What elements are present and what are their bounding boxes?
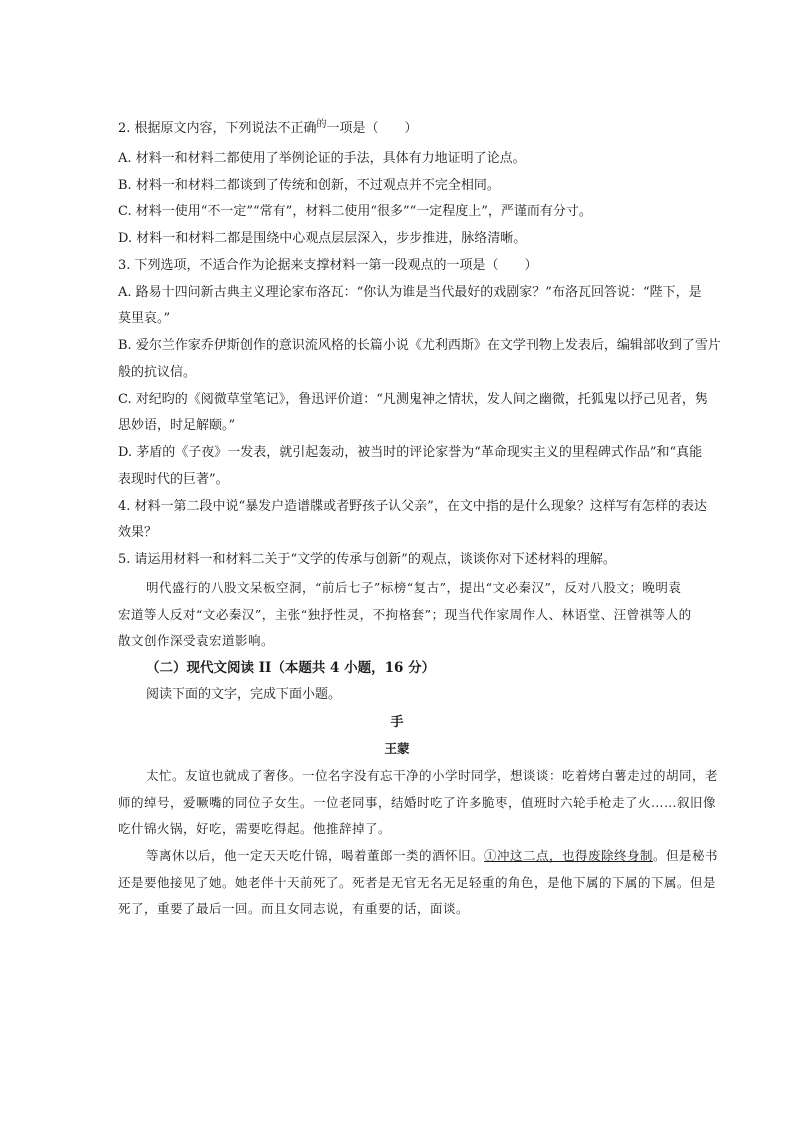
story-p2-line1 <box>146 848 718 864</box>
q5-material-line2: 宏道等人反对“文必秦汉”，主张“独抒性灵，不拘格套”；现当代作家周作人、林语堂、汪曾祺等人的 <box>118 607 692 622</box>
q3-option-c-line2: 思妙语，时足解颐。” <box>118 418 236 433</box>
q3-option-b-line2: 般的抗议信。 <box>118 365 197 380</box>
q3-option-a-line1: A. 路易十四问新古典主义理论家布洛瓦：“你认为谁是当代最好的戏剧家？”布洛瓦回答说：“陛下，是 <box>118 285 702 300</box>
q5-material-line1: 明代盛行的八股文呆板空洞，“前后七子”标榜“复古”，提出“文必秦汉”，反对八股文；晚明袁 <box>146 580 682 595</box>
story-author: 王蒙 <box>384 741 410 756</box>
story-p2-tail: 。但是秘书 <box>653 848 719 863</box>
q2-option-a: A. 材料一和材料二都使用了举例论证的手法，具体有力地证明了论点。 <box>118 151 526 166</box>
story-p2-line3: 死了，重要了最后一回。而且女同志说，有重要的话，面谈。 <box>118 901 470 916</box>
q3-option-b-line1: B. 爱尔兰作家乔伊斯创作的意识流风格的长篇小说《尤利西斯》在文学刊物上发表后，编辑部收到了雪片 <box>118 338 721 353</box>
q2-stem-tail: 一项是（ ） <box>326 121 418 136</box>
q4-stem-line2: 效果？ <box>118 525 158 540</box>
q2-option-b: B. 材料一和材料二都谈到了传统和创新，不过观点并不完全相同。 <box>118 178 500 193</box>
story-p1-line3: 吃什锦火锅，好吃，需要吃得起。他推辞掉了。 <box>118 821 392 836</box>
story-title: 手 <box>390 715 404 730</box>
q5-stem: 5. 请运用材料一和材料二关于“文学的传承与创新”的观点，谈谈你对下述材料的理解。 <box>118 552 616 567</box>
q3-stem: 3. 下列选项，不适合作为论据来支撑材料一第一段观点的一项是（ ） <box>118 258 538 273</box>
q5-material-line3: 散文创作深受袁宏道影响。 <box>118 633 275 648</box>
section-instruction: 阅读下面的文字，完成下面小题。 <box>146 687 342 702</box>
q3-option-d-line2: 表现时代的巨著”。 <box>118 472 229 487</box>
q3-option-d-line1: D. 茅盾的《子夜》一发表，就引起轰动，被当时的评论家誉为“革命现实主义的里程碑式作品”和“真能 <box>118 445 703 460</box>
q2-stem <box>118 121 418 138</box>
q2-option-c: C. 材料一使用“不一定”“常有”，材料二使用“很多”“一定程度上”，严谨而有分寸。 <box>118 204 592 219</box>
story-p1-line1: 太忙。友谊也就成了奢侈。一位名字没有忘干净的小学时同学，想谈谈：吃着烤白薯走过的胡同，老 <box>146 768 719 783</box>
story-p2-line2: 还是要他接见了她。她老伴十天前死了。死者是无官无名无足轻重的角色，是他下属的下属的下属。但是 <box>118 875 717 890</box>
q2-stem-superscript: 的 <box>316 119 327 130</box>
q2-stem-text: 2. 根据原文内容，下列说法不正确 <box>118 121 317 136</box>
q3-option-c-line1: C. 对纪昀的《阅微草堂笔记》，鲁迅评价道：“凡测鬼神之情状，发人间之幽微，托狐鬼以抒己见者，隽 <box>118 392 708 407</box>
story-p2-text: 等离休以后，他一定天天吃什锦，喝着董郎一类的酒怀旧。 <box>146 848 485 863</box>
section-heading: （二）现代文阅读 II（本题共 4 小题，16 分） <box>146 660 436 676</box>
story-p1-line2: 师的绰号，爱噘嘴的同位子女生。一位老同事，结婚时吃了许多脆枣，值班时六轮手枪走了火……叙旧像 <box>118 795 717 810</box>
q4-stem-line1: 4. 材料一第二段中说“暴发户造谱牒或者野孩子认父亲”，在文中指的是什么现象？这样写有怎样的表达 <box>118 499 707 514</box>
underlined-sentence-1: ①冲这二点，也得废除终身制 <box>484 848 654 863</box>
q2-option-d: D. 材料一和材料二都是围绕中心观点层层深入，步步推进，脉络清晰。 <box>118 231 527 246</box>
q3-option-a-line2: 莫里哀。” <box>118 311 171 326</box>
